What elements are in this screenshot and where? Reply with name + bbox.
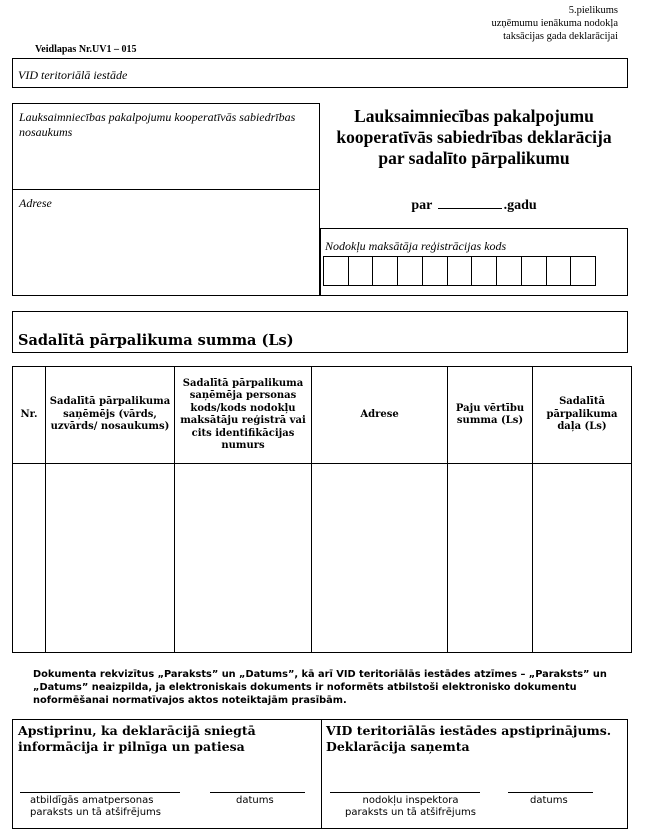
col-header-share-value: Paju vērtību summa (Ls) (448, 367, 533, 464)
inspector-signature-line[interactable] (330, 792, 480, 793)
cell-share-value[interactable] (448, 464, 533, 653)
official-date-line[interactable] (210, 792, 305, 793)
tax-code-cell[interactable] (547, 257, 572, 285)
tax-code-cell[interactable] (398, 257, 423, 285)
tax-code-cell[interactable] (522, 257, 547, 285)
cell-surplus-part[interactable] (533, 464, 632, 653)
form-number: Veidlapas Nr.UV1 – 015 (35, 44, 137, 55)
official-signature-label-line-1: atbildīgās amatpersonas (30, 795, 154, 806)
inspector-signature-label-line-2: paraksts un tā atšifrējums (345, 807, 476, 818)
tax-code-cell[interactable] (373, 257, 398, 285)
tax-code-cell[interactable] (497, 257, 522, 285)
official-date-label: datums (236, 795, 274, 806)
tax-code-label: Nodokļu maksātāja reģistrācijas kods (325, 239, 507, 253)
cell-recipient[interactable] (46, 464, 175, 653)
vid-confirmation-text: VID teritoriālās iestādes apstiprinājums. Deklarācija saņemta (326, 723, 612, 754)
distribution-table (12, 366, 632, 653)
coop-name-field[interactable] (12, 103, 320, 190)
vid-office-field[interactable] (12, 58, 628, 88)
document-title (320, 103, 628, 169)
inspector-date-line[interactable] (508, 792, 593, 793)
address-label: Adrese (19, 196, 52, 210)
coop-name-label: Lauksaimniecības pakalpojumu kooperatīvās sabiedrības nosaukums (19, 110, 296, 139)
confirmation-divider (321, 720, 322, 828)
taxpayer-confirmation-text: Apstiprinu, ka deklarācijā sniegtā informācija ir pilnīga un patiesa (18, 723, 256, 754)
col-header-nr: Nr. (13, 367, 46, 464)
appendix-line-1: 5.pielikums (568, 5, 618, 16)
table-row (13, 464, 632, 653)
address-field[interactable] (12, 189, 320, 296)
col-header-id-code: Sadalītā pārpalikuma saņēmēja personas kods/kods nodokļu maksātāju reģistrā vai cits identifikācijas numurs (175, 367, 312, 464)
cell-nr[interactable] (13, 464, 46, 653)
title-line-3: par sadalīto pārpalikumu (378, 148, 570, 168)
table-header-row (13, 367, 632, 464)
tax-code-cell[interactable] (423, 257, 448, 285)
inspector-date-label: datums (530, 795, 568, 806)
col-header-recipient: Sadalītā pārpalikuma saņēmējs (vārds, uzvārds/ nosaukums) (46, 367, 175, 464)
tax-code-cell[interactable] (472, 257, 497, 285)
official-signature-label-line-2: paraksts un tā atšifrējums (30, 807, 161, 818)
tax-code-cell[interactable] (349, 257, 374, 285)
cell-id-code[interactable] (175, 464, 312, 653)
vid-office-label: VID teritoriālā iestāde (18, 68, 128, 82)
sum-label: Sadalītā pārpalikuma summa (Ls) (18, 332, 294, 349)
official-signature-label (30, 795, 161, 819)
appendix-line-2: uzņēmumu ienākuma nodokļa (491, 18, 618, 29)
tax-code-cells[interactable] (323, 256, 596, 286)
appendix-note (440, 4, 618, 43)
col-header-address: Adrese (312, 367, 448, 464)
cell-address[interactable] (312, 464, 448, 653)
tax-code-cell[interactable] (448, 257, 473, 285)
period-line (320, 195, 628, 214)
appendix-line-3: taksācijas gada deklarācijai (503, 31, 618, 42)
col-header-surplus-part: Sadalītā pārpalikuma daļa (Ls) (533, 367, 632, 464)
inspector-signature-label (345, 795, 476, 819)
tax-code-cell[interactable] (324, 257, 349, 285)
period-prefix: par (411, 198, 433, 213)
instruction-note: Dokumenta rekvizītus „Paraksts” un „Datums”, kā arī VID teritoriālās iestādes atzīmes – „Paraksts” un „Datums” neaizpilda, ja elektroniskais dokuments ir noformēts atbilstoši elektronisko dokumentu noformēšanai normatīvajos aktos noteiktajām prasībām. (33, 669, 607, 706)
year-field[interactable] (438, 195, 502, 209)
inspector-signature-label-line-1: nodokļu inspektora (362, 795, 459, 806)
period-suffix: .gadu (503, 198, 537, 213)
title-line-2: kooperatīvās sabiedrības deklarācija (336, 127, 612, 147)
official-signature-line[interactable] (20, 792, 180, 793)
tax-code-cell[interactable] (571, 257, 595, 285)
title-line-1: Lauksaimniecības pakalpojumu (354, 106, 594, 126)
